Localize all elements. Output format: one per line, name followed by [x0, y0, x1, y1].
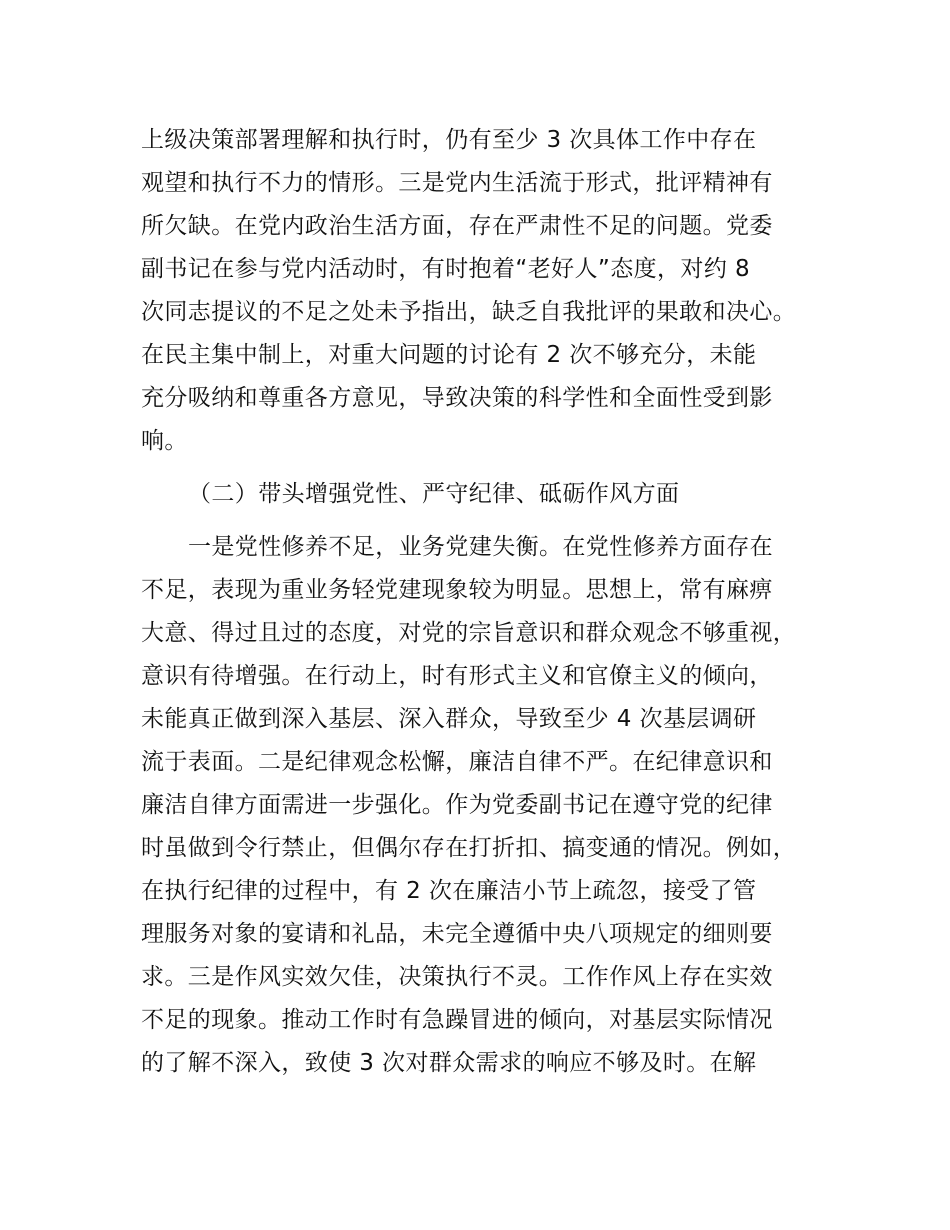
paragraph-line: 未能真正做到深入基层、深入群众，导致至少 4 次基层调研 [141, 706, 757, 732]
paragraph-line: 理服务对象的宴请和礼品，未完全遵循中央八项规定的细则要 [141, 921, 773, 947]
paragraph-line: 充分吸纳和尊重各方意见，导致决策的科学性和全面性受到影 [141, 385, 773, 411]
paragraph-line: 一是党性修养不足，业务党建失衡。在党性修养方面存在 [188, 534, 773, 560]
paragraph-line: 上级决策部署理解和执行时，仍有至少 3 次具体工作中存在 [141, 127, 757, 153]
paragraph-line: 响。 [141, 428, 188, 454]
section-heading: （二）带头增强党性、严守纪律、砥砺作风方面 [188, 481, 680, 507]
paragraph-line: 副书记在参与党内活动时，有时抱着“老好人”态度，对约 8 [141, 256, 750, 282]
paragraph-line: 次同志提议的不足之处未予指出，缺乏自我批评的果敢和决心。 [141, 299, 797, 325]
paragraph-line: 在民主集中制上，对重大问题的讨论有 2 次不够充分，未能 [141, 342, 757, 368]
paragraph-line: 流于表面。二是纪律观念松懈，廉洁自律不严。在纪律意识和 [141, 749, 773, 775]
paragraph-line: 不足的现象。推动工作时有急躁冒进的倾向，对基层实际情况 [141, 1007, 773, 1033]
paragraph-line: 时虽做到令行禁止，但偶尔存在打折扣、搞变通的情况。例如， [141, 835, 797, 861]
paragraph-line: 的了解不深入，致使 3 次对群众需求的响应不够及时。在解 [141, 1050, 757, 1076]
paragraph-line: 意识有待增强。在行动上，时有形式主义和官僚主义的倾向， [141, 663, 773, 689]
paragraph-line: 求。三是作风实效欠佳，决策执行不灵。工作作风上存在实效 [141, 964, 773, 990]
paragraph-line: 在执行纪律的过程中，有 2 次在廉洁小节上疏忽，接受了管 [141, 878, 757, 904]
paragraph-line: 所欠缺。在党内政治生活方面，存在严肃性不足的问题。党委 [141, 213, 773, 239]
paragraph-line: 观望和执行不力的情形。三是党内生活流于形式，批评精神有 [141, 170, 773, 196]
paragraph-line: 不足，表现为重业务轻党建现象较为明显。思想上，常有麻痹 [141, 577, 773, 603]
paragraph-line: 大意、得过且过的态度，对党的宗旨意识和群众观念不够重视， [141, 620, 797, 646]
paragraph-line: 廉洁自律方面需进一步强化。作为党委副书记在遵守党的纪律 [141, 792, 773, 818]
